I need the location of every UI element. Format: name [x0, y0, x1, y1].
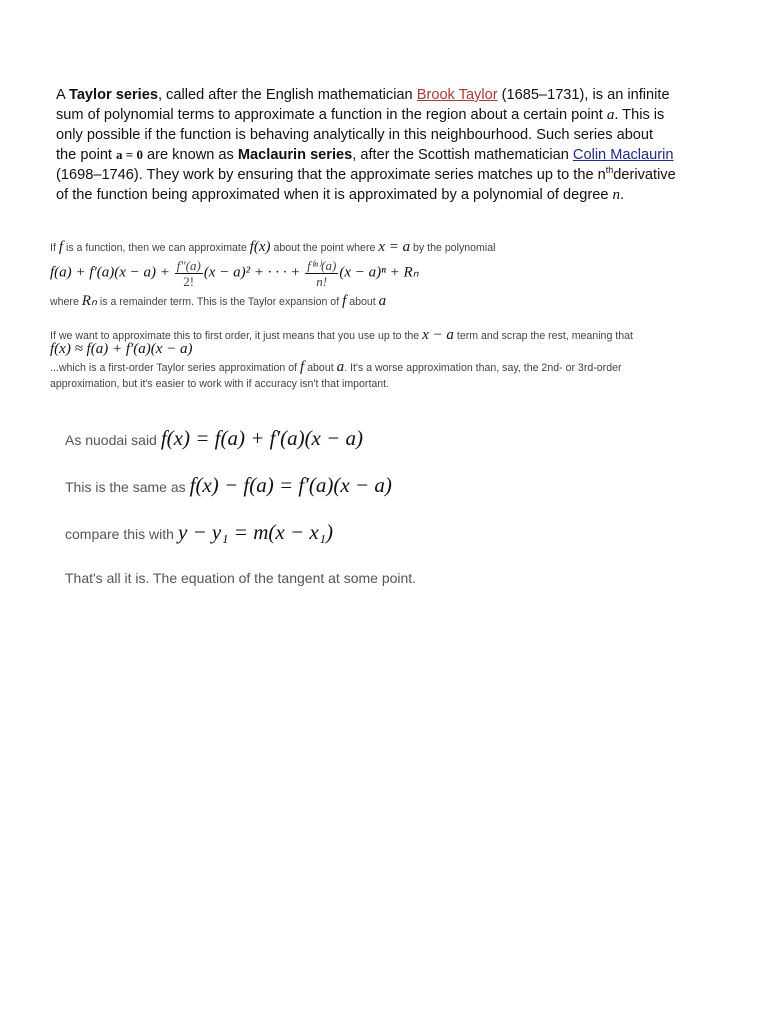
th-superscript: th [605, 165, 614, 176]
first-order-equation [50, 342, 193, 357]
math-f: f [342, 293, 347, 309]
math-x-eq-a: x = a [378, 239, 411, 255]
text: If [50, 242, 59, 254]
equation: f(x) − f(a) = f′(a)(x − a) [189, 473, 392, 497]
equation: f(x) = f(a) + f′(a)(x − a) [160, 426, 364, 450]
text: This is the same as [65, 479, 186, 495]
tangent-line-1 [65, 426, 363, 451]
text: where [50, 296, 82, 308]
taylor-polynomial-equation [50, 258, 419, 289]
text: about the point where [270, 242, 379, 254]
intro-paragraph [56, 86, 676, 206]
text: is a remainder term. This is the Taylor expansion of [96, 296, 343, 308]
text: term and scrap the rest, meaning that [453, 330, 633, 342]
text: about [346, 296, 379, 308]
text: is a function, then we can approximate [63, 242, 250, 254]
intro-text-7: derivative of the function being approximated when it is approximated by a polynomial of degree [56, 167, 676, 203]
expansion-intro-line [50, 240, 495, 255]
tangent-line-3 [65, 520, 333, 545]
colin-maclaurin-link[interactable]: Colin Maclaurin [572, 147, 674, 164]
fraction-denominator: 2! [183, 274, 195, 289]
intro-text-6: (1698–1746). They work by ensuring that the approximate series matches up to the n [56, 167, 606, 184]
equation-end: (x − a)ⁿ + Rₙ [339, 264, 419, 281]
intro-text-1: , called after the English mathematician [157, 87, 417, 103]
first-order-note-line-2 [50, 377, 389, 391]
intro-text-4: are known as [142, 147, 238, 164]
point-a-var: a [606, 106, 615, 123]
text: by the polynomial [410, 242, 496, 254]
math-fx: f(x) [249, 239, 271, 255]
text: compare this with [65, 526, 174, 542]
math-f: f [58, 239, 64, 255]
text: . It's a worse approximation than, say, the 2nd- or 3rd-order [344, 362, 622, 374]
math-x-minus-a: x − a [422, 327, 454, 343]
text: If we want to approximate this to first order, it just means that you use up to the [50, 330, 423, 342]
approx-equation: f(x) ≈ f(a) + f′(a)(x − a) [50, 341, 193, 357]
fraction-numerator: f⁽ⁿ⁾(a) [307, 258, 337, 273]
text: That's all it is. The equation of the tangent at some point. [65, 570, 417, 586]
maclaurin-series-term: Maclaurin series [237, 147, 353, 164]
a-equals-zero: a = 0 [116, 147, 143, 163]
fraction-denominator: n! [316, 274, 328, 289]
intro-text-3: . This is only possible if the function is behaving analytically in this neighbourhood. Such series about the point [56, 106, 665, 164]
intro-text-5: , after the Scottish mathematician [352, 147, 573, 164]
text: As nuodai said [65, 432, 157, 448]
fraction-numerator: f″(a) [176, 258, 201, 273]
math-rn: Rₙ [81, 293, 97, 309]
remainder-term-line [50, 294, 386, 309]
intro-text-a: A [56, 87, 69, 103]
math-a: a [336, 359, 345, 375]
first-order-note-line [50, 360, 622, 375]
tangent-line-2 [65, 473, 392, 498]
tangent-line-4 [65, 570, 416, 586]
fraction-second-derivative [175, 258, 203, 289]
equation-middle: (x − a)² + · · · + [203, 264, 305, 281]
equation: y − y₁ = m(x − x₁) [177, 520, 333, 544]
intro-text-2: (1685–1731), is an infinite sum of polynomial terms to approximate a function in the region about a certain point [56, 87, 670, 123]
degree-n-var: n [612, 186, 621, 203]
taylor-series-term: Taylor series [68, 87, 158, 103]
math-f: f [300, 359, 305, 375]
fraction-nth-derivative [305, 258, 338, 289]
equation-start: f(a) + f′(a)(x − a) + [50, 264, 174, 281]
text: approximation, but it's easier to work with if accuracy isn't that important. [50, 378, 390, 390]
brook-taylor-link[interactable]: Brook Taylor [416, 87, 498, 103]
text: about [304, 362, 337, 374]
intro-text-8: . [620, 186, 625, 203]
text: ...which is a first-order Taylor series approximation of [50, 362, 301, 374]
math-a: a [378, 293, 387, 309]
